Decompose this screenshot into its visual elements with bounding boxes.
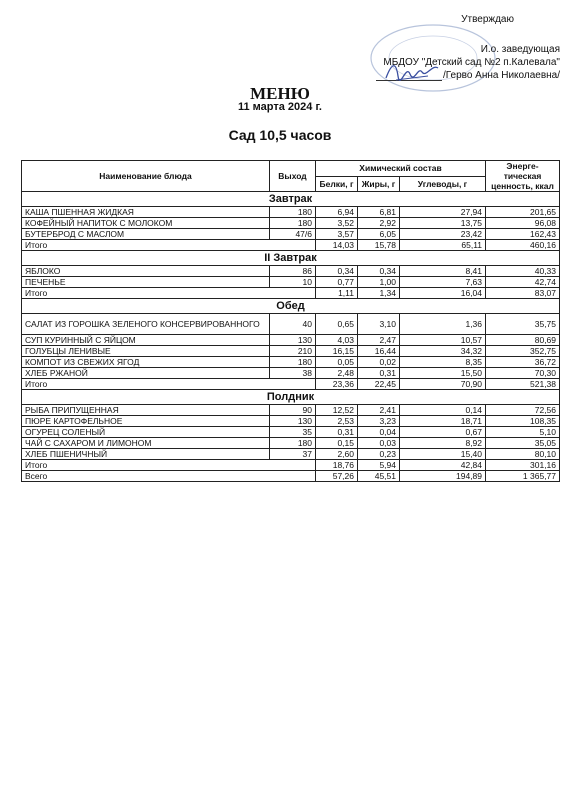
dish-name: КАША ПШЕННАЯ ЖИДКАЯ [22,207,270,218]
dish-name: ПЮРЕ КАРТОФЕЛЬНОЕ [22,416,270,427]
dish-energy: 80,69 [486,335,560,346]
dish-yield: 90 [270,405,316,416]
dish-energy: 36,72 [486,357,560,368]
dish-fat: 6,81 [358,207,400,218]
grand-total-energy: 1 365,77 [486,471,560,482]
dish-fat: 2,47 [358,335,400,346]
dish-protein: 0,34 [316,266,358,277]
dish-yield: 47/6 [270,229,316,240]
dish-carbs: 8,35 [400,357,486,368]
dish-energy: 108,35 [486,416,560,427]
total-energy: 301,16 [486,460,560,471]
table-row [22,357,560,368]
total-row [22,288,560,299]
dish-carbs: 27,94 [400,207,486,218]
dish-name: ПЕЧЕНЬЕ [22,277,270,288]
table-row [22,346,560,357]
section-row [22,251,560,266]
dish-fat: 6,05 [358,229,400,240]
dish-energy: 42,74 [486,277,560,288]
dish-yield: 38 [270,368,316,379]
dish-yield: 210 [270,346,316,357]
total-fat: 1,34 [358,288,400,299]
dish-protein: 3,52 [316,218,358,229]
total-protein: 1,11 [316,288,358,299]
dish-carbs: 8,41 [400,266,486,277]
dish-fat: 2,41 [358,405,400,416]
total-label: Итого [22,379,316,390]
dish-energy: 40,33 [486,266,560,277]
dish-name: САЛАТ ИЗ ГОРОШКА ЗЕЛЕНОГО КОНСЕРВИРОВАННОГО [22,314,270,335]
dish-protein: 0,77 [316,277,358,288]
table-row [22,416,560,427]
table-row [22,449,560,460]
total-row [22,460,560,471]
dish-name: КОФЕЙНЫЙ НАПИТОК С МОЛОКОМ [22,218,270,229]
dish-carbs: 10,57 [400,335,486,346]
handwritten-signature-icon [382,58,442,84]
total-protein: 18,76 [316,460,358,471]
dish-protein: 3,57 [316,229,358,240]
dish-fat: 1,00 [358,277,400,288]
dish-name: ОГУРЕЦ СОЛЕНЫЙ [22,427,270,438]
dish-yield: 180 [270,357,316,368]
section-title: Завтрак [22,192,560,207]
table-row [22,368,560,379]
dish-protein: 0,31 [316,427,358,438]
total-label: Итого [22,460,316,471]
col-header-carbs: Углеводы, г [400,176,486,192]
total-protein: 14,03 [316,240,358,251]
dish-yield: 180 [270,218,316,229]
grand-total-protein: 57,26 [316,471,358,482]
dish-energy: 80,10 [486,449,560,460]
dish-name: СУП КУРИННЫЙ С ЯЙЦОМ [22,335,270,346]
total-row [22,240,560,251]
dish-yield: 180 [270,438,316,449]
dish-yield: 35 [270,427,316,438]
dish-fat: 0,04 [358,427,400,438]
dish-fat: 0,02 [358,357,400,368]
dish-energy: 35,75 [486,314,560,335]
total-row [22,379,560,390]
dish-energy: 5,10 [486,427,560,438]
dish-carbs: 7,63 [400,277,486,288]
dish-carbs: 34,32 [400,346,486,357]
total-energy: 521,38 [486,379,560,390]
table-row [22,405,560,416]
dish-protein: 2,60 [316,449,358,460]
dish-energy: 70,30 [486,368,560,379]
col-header-protein: Белки, г [316,176,358,192]
dish-protein: 2,53 [316,416,358,427]
group-title: Сад 10,5 часов [228,127,332,143]
table-row [22,335,560,346]
dish-fat: 0,34 [358,266,400,277]
dish-name: ХЛЕБ ПШЕНИЧНЫЙ [22,449,270,460]
dish-name: ЯБЛОКО [22,266,270,277]
total-fat: 15,78 [358,240,400,251]
table-row [22,266,560,277]
dish-energy: 96,08 [486,218,560,229]
dish-fat: 3,23 [358,416,400,427]
section-title: II Завтрак [22,251,560,266]
dish-fat: 16,44 [358,346,400,357]
total-carbs: 16,04 [400,288,486,299]
total-label: Итого [22,288,316,299]
dish-yield: 86 [270,266,316,277]
total-energy: 83,07 [486,288,560,299]
menu-table [21,160,560,482]
dish-energy: 352,75 [486,346,560,357]
total-carbs: 42,84 [400,460,486,471]
section-title: Обед [22,299,560,314]
approval-block [0,0,582,80]
dish-name: ХЛЕБ РЖАНОЙ [22,368,270,379]
section-row [22,390,560,405]
dish-protein: 16,15 [316,346,358,357]
approval-organization: МБДОУ "Детский сад №2 п.Калевала" [383,57,560,68]
section-title: Полдник [22,390,560,405]
table-row [22,427,560,438]
dish-yield: 40 [270,314,316,335]
grand-total-carbs: 194,89 [400,471,486,482]
dish-energy: 201,65 [486,207,560,218]
menu-date: 11 марта 2024 г. [238,101,322,113]
table-row [22,207,560,218]
dish-carbs: 0,14 [400,405,486,416]
approval-title: Утверждаю [461,14,514,25]
total-fat: 22,45 [358,379,400,390]
dish-energy: 72,56 [486,405,560,416]
dish-protein: 6,94 [316,207,358,218]
dish-yield: 130 [270,416,316,427]
dish-name: РЫБА ПРИПУЩЕННАЯ [22,405,270,416]
dish-energy: 162,43 [486,229,560,240]
col-header-fat: Жиры, г [358,176,400,192]
section-row [22,299,560,314]
dish-protein: 2,48 [316,368,358,379]
dish-protein: 0,05 [316,357,358,368]
section-row [22,192,560,207]
dish-carbs: 13,75 [400,218,486,229]
col-header-yield: Выход [270,161,316,192]
dish-fat: 2,92 [358,218,400,229]
dish-name: ГОЛУБЦЫ ЛЕНИВЫЕ [22,346,270,357]
total-carbs: 65,11 [400,240,486,251]
table-row [22,314,560,335]
dish-carbs: 0,67 [400,427,486,438]
dish-fat: 0,31 [358,368,400,379]
approval-position: И.о. заведующая [480,44,560,55]
total-label: Итого [22,240,316,251]
col-header-energy: Энерге-тическая ценность, ккал [486,161,560,192]
dish-protein: 4,03 [316,335,358,346]
table-row [22,438,560,449]
dish-yield: 180 [270,207,316,218]
total-carbs: 70,90 [400,379,486,390]
dish-carbs: 15,40 [400,449,486,460]
table-row [22,218,560,229]
grand-total-label: Всего [22,471,316,482]
col-header-chem: Химический состав [316,161,486,177]
dish-carbs: 18,71 [400,416,486,427]
table-row [22,277,560,288]
dish-fat: 0,03 [358,438,400,449]
dish-name: КОМПОТ ИЗ СВЕЖИХ ЯГОД [22,357,270,368]
dish-yield: 10 [270,277,316,288]
dish-fat: 0,23 [358,449,400,460]
total-energy: 460,16 [486,240,560,251]
page-title: МЕНЮ [250,84,310,103]
dish-protein: 0,65 [316,314,358,335]
grand-total-row [22,471,560,482]
grand-total-fat: 45,51 [358,471,400,482]
dish-name: ЧАЙ С САХАРОМ И ЛИМОНОМ [22,438,270,449]
approval-name: /Герво Анна Николаевна/ [442,70,560,81]
total-protein: 23,36 [316,379,358,390]
dish-protein: 12,52 [316,405,358,416]
col-header-name: Наименование блюда [22,161,270,192]
dish-carbs: 8,92 [400,438,486,449]
total-fat: 5,94 [358,460,400,471]
dish-yield: 130 [270,335,316,346]
dish-yield: 37 [270,449,316,460]
menu-table-body [22,192,560,482]
dish-fat: 3,10 [358,314,400,335]
dish-carbs: 1,36 [400,314,486,335]
dish-protein: 0,15 [316,438,358,449]
dish-name: БУТЕРБРОД С МАСЛОМ [22,229,270,240]
dish-carbs: 15,50 [400,368,486,379]
table-row [22,229,560,240]
dish-carbs: 23,42 [400,229,486,240]
dish-energy: 35,05 [486,438,560,449]
